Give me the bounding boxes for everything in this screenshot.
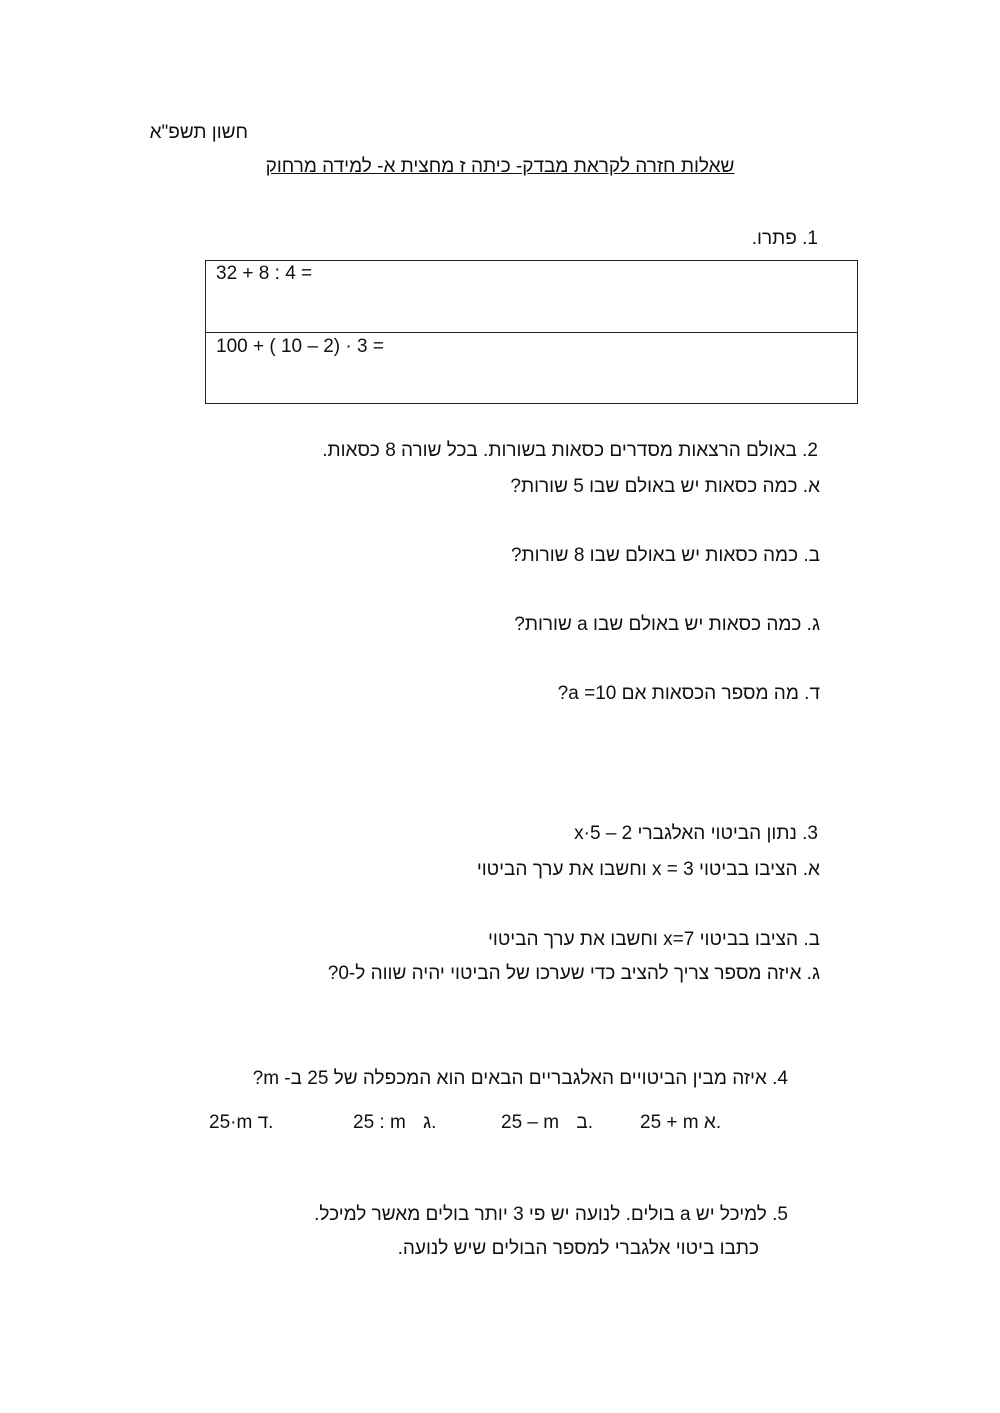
q4-stem: 4. איזה מבין הביטויים האלגבריים הבאים הוא המכפלה של 25 ב- m? (252, 1068, 788, 1089)
q1-exercise-1: 32 + 8 : 4 = (216, 263, 313, 284)
q1-exercise-cell[interactable] (206, 261, 857, 331)
q1-exercise-cell[interactable] (206, 332, 857, 403)
q1-exercise-table (205, 260, 858, 404)
q4-option-b-expr: 25 – m (501, 1112, 560, 1133)
q4-option-d-letter: ד. (257, 1112, 274, 1133)
q5-task: כתבו ביטוי אלגברי למספר הבולים שיש לנועה. (397, 1238, 759, 1259)
q3-part-a: א. הציבו בביטוי 3 = x וחשבו את ערך הביטוי (476, 859, 820, 880)
q2-part-c: ג. כמה כסאות יש באולם שבו a שורות? (514, 614, 820, 635)
q1-exercise-2: 100 + ( 10 – 2) · 3 = (216, 336, 384, 357)
q2-stem: 2. באולם הרצאות מסדרים כסאות בשורות. בכל שורה 8 כסאות. (322, 440, 818, 461)
q4-option-c-letter: ג. (423, 1112, 437, 1133)
q3-stem: 3. נתון הביטוי האלגברי 2 – 5·x (574, 823, 818, 844)
q4-option-b[interactable] (501, 1112, 593, 1134)
q2-part-d: ד. מה מספר הכסאות אם 10= a? (557, 683, 820, 704)
q4-option-c[interactable] (353, 1112, 436, 1134)
q4-option-d[interactable] (209, 1112, 273, 1134)
q4-option-a[interactable] (640, 1112, 721, 1134)
q2-part-b: ב. כמה כסאות יש באולם שבו 8 שורות? (510, 545, 820, 566)
q1-label: 1. פתרו. (751, 228, 818, 249)
page-title: שאלות חזרה לקראת מבדק- כיתה ז מחצית א- למידה מרחוק (265, 156, 735, 177)
q4-option-d-expr: 25·m (209, 1112, 253, 1133)
q4-option-b-letter: ב. (576, 1112, 594, 1133)
q2-part-a: א. כמה כסאות יש באולם שבו 5 שורות? (510, 476, 820, 497)
q5-stem: 5. למיכל יש a בולים. לנועה יש פי 3 יותר בולים מאשר למיכל. (314, 1204, 788, 1225)
date-heading: חשון תשפ"א (149, 122, 248, 143)
q4-option-a-letter: א. (703, 1112, 722, 1133)
q4-option-a-expr: 25 + m (640, 1112, 699, 1133)
q3-part-b: ב. הציבו בביטוי x=7 וחשבו את ערך הביטוי (487, 929, 820, 950)
q4-option-c-expr: 25 : m (353, 1112, 406, 1133)
q3-part-c: ג. איזה מספר צריך להציב כדי שערכו של הביטוי יהיה שווה ל-0? (327, 963, 820, 984)
